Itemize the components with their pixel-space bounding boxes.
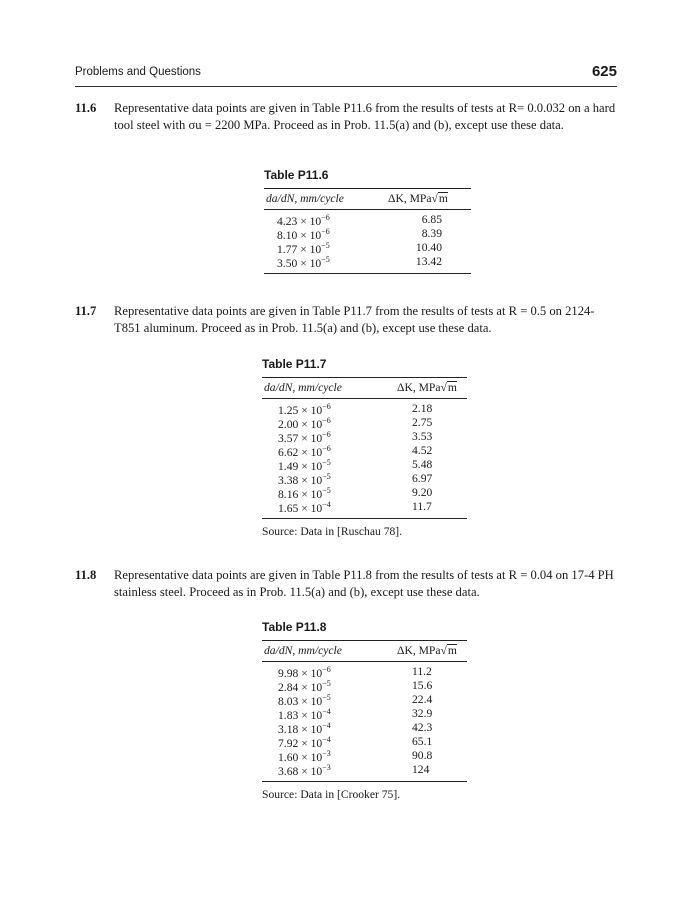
dadn-mantissa: 3.68 × 10 bbox=[278, 764, 323, 778]
column-header-dadn: da/dN, mm/cycle bbox=[264, 381, 342, 394]
table-row bbox=[262, 707, 467, 721]
problem-number: 11.8 bbox=[75, 568, 97, 582]
table-row bbox=[262, 472, 467, 486]
delta-k-cell: 11.2 bbox=[412, 665, 432, 678]
delta-k-cell: 65.1 bbox=[412, 735, 433, 748]
table-row bbox=[262, 486, 467, 500]
dadn-mantissa: 1.83 × 10 bbox=[278, 708, 323, 722]
dadn-mantissa: 6.62 × 10 bbox=[278, 445, 323, 459]
dadn-cell bbox=[278, 707, 331, 722]
table-row bbox=[262, 665, 467, 679]
dadn-exponent: −5 bbox=[322, 693, 331, 702]
delta-k-label: ΔK, MPa bbox=[397, 381, 441, 394]
dadn-cell bbox=[278, 665, 331, 680]
dadn-mantissa: 9.98 × 10 bbox=[278, 666, 323, 680]
table-row bbox=[262, 693, 467, 707]
running-head: Problems and Questions bbox=[75, 66, 201, 78]
dadn-cell bbox=[278, 444, 331, 459]
dadn-cell bbox=[278, 486, 331, 501]
table-source-note: Source: Data in [Ruschau 78]. bbox=[262, 525, 403, 538]
dadn-exponent: −5 bbox=[322, 486, 331, 495]
table-header-row bbox=[262, 378, 467, 399]
dadn-cell bbox=[278, 472, 331, 487]
dadn-exponent: −5 bbox=[322, 458, 331, 467]
dadn-cell bbox=[277, 255, 330, 270]
problem-11-8 bbox=[75, 567, 620, 601]
dadn-cell bbox=[278, 679, 331, 694]
dadn-mantissa: 8.10 × 10 bbox=[277, 228, 322, 242]
dadn-cell bbox=[278, 500, 331, 515]
table-row bbox=[262, 749, 467, 763]
dadn-mantissa: 3.18 × 10 bbox=[278, 722, 323, 736]
delta-k-cell: 32.9 bbox=[412, 707, 433, 720]
dadn-cell bbox=[278, 693, 331, 708]
table-row bbox=[262, 458, 467, 472]
dadn-cell bbox=[277, 241, 330, 256]
table-row bbox=[262, 416, 467, 430]
table-source-note: Source: Data in [Crooker 75]. bbox=[262, 788, 401, 801]
table-title: Table P11.8 bbox=[262, 620, 327, 634]
delta-k-cell: 9.20 bbox=[412, 486, 433, 499]
delta-k-cell: 124 bbox=[412, 763, 430, 776]
dadn-exponent: −4 bbox=[322, 500, 331, 509]
delta-k-cell: 10.40 bbox=[415, 241, 442, 254]
dadn-mantissa: 2.84 × 10 bbox=[278, 680, 323, 694]
dadn-mantissa: 1.49 × 10 bbox=[278, 459, 323, 473]
table-bottom-rule bbox=[262, 518, 467, 519]
dadn-mantissa: 8.03 × 10 bbox=[278, 694, 323, 708]
delta-k-cell: 15.6 bbox=[412, 679, 433, 692]
dadn-cell bbox=[278, 721, 331, 736]
table-row bbox=[264, 227, 471, 241]
sqrt-symbol: √ bbox=[440, 381, 447, 394]
table-header-row bbox=[262, 641, 467, 662]
table-row bbox=[264, 213, 471, 227]
dadn-mantissa: 2.00 × 10 bbox=[278, 417, 323, 431]
dadn-exponent: −6 bbox=[322, 402, 331, 411]
sqrt-symbol: √ bbox=[431, 192, 438, 205]
dadn-mantissa: 3.57 × 10 bbox=[278, 431, 323, 445]
column-header-delta-k bbox=[388, 192, 448, 205]
page-header bbox=[75, 64, 617, 87]
table-title: Table P11.6 bbox=[264, 168, 329, 182]
table-row bbox=[262, 500, 467, 514]
table-row bbox=[262, 430, 467, 444]
sqrt-radicand: m bbox=[447, 644, 457, 657]
dadn-cell bbox=[278, 763, 331, 778]
sqrt-symbol: √ bbox=[440, 644, 447, 657]
dadn-cell bbox=[278, 735, 331, 750]
dadn-mantissa: 1.77 × 10 bbox=[277, 242, 322, 256]
dadn-exponent: −4 bbox=[322, 707, 331, 716]
delta-k-cell: 11.7 bbox=[412, 500, 432, 513]
delta-k-cell: 42.3 bbox=[412, 721, 433, 734]
table-row bbox=[262, 679, 467, 693]
table-row bbox=[264, 241, 471, 255]
table-title: Table P11.7 bbox=[262, 357, 327, 371]
dadn-cell bbox=[278, 430, 331, 445]
column-header-dadn: da/dN, mm/cycle bbox=[264, 644, 342, 657]
dadn-mantissa: 3.50 × 10 bbox=[277, 256, 322, 270]
dadn-mantissa: 7.92 × 10 bbox=[278, 736, 323, 750]
problem-11-7 bbox=[75, 303, 620, 337]
dadn-exponent: −3 bbox=[322, 749, 331, 758]
dadn-exponent: −5 bbox=[322, 472, 331, 481]
dadn-exponent: −6 bbox=[322, 444, 331, 453]
problem-text: Representative data points are given in Table P11.7 from the results of tests at R = 0.5 on 2124-T851 aluminum. Proceed as in Prob. 11.5(a) and (b), except use these data. bbox=[114, 304, 595, 335]
dadn-exponent: −4 bbox=[322, 735, 331, 744]
table-row bbox=[262, 763, 467, 777]
table-header-row bbox=[264, 189, 471, 210]
sqrt-radicand: m bbox=[438, 192, 448, 205]
dadn-cell bbox=[278, 749, 331, 764]
problem-number: 11.7 bbox=[75, 304, 97, 318]
delta-k-label: ΔK, MPa bbox=[388, 192, 432, 205]
column-header-delta-k bbox=[397, 381, 457, 394]
sqrt-radicand: m bbox=[447, 381, 457, 394]
delta-k-cell: 22.4 bbox=[412, 693, 433, 706]
delta-k-cell: 2.75 bbox=[412, 416, 433, 429]
delta-k-cell: 8.39 bbox=[421, 227, 442, 240]
dadn-mantissa: 1.65 × 10 bbox=[278, 501, 323, 515]
dadn-exponent: −6 bbox=[322, 665, 331, 674]
table-bottom-rule bbox=[264, 273, 471, 274]
delta-k-cell: 6.85 bbox=[421, 213, 442, 226]
delta-k-cell: 13.42 bbox=[415, 255, 442, 268]
table-row bbox=[262, 402, 467, 416]
dadn-exponent: −6 bbox=[322, 416, 331, 425]
dadn-cell bbox=[278, 416, 331, 431]
dadn-exponent: −5 bbox=[321, 255, 330, 264]
delta-k-cell: 2.18 bbox=[412, 402, 433, 415]
dadn-exponent: −5 bbox=[322, 679, 331, 688]
dadn-mantissa: 1.25 × 10 bbox=[278, 403, 323, 417]
table-body bbox=[262, 662, 467, 781]
dadn-mantissa: 4.23 × 10 bbox=[277, 214, 322, 228]
dadn-exponent: −6 bbox=[322, 430, 331, 439]
table-p11-7 bbox=[262, 357, 467, 538]
delta-k-cell: 4.52 bbox=[412, 444, 433, 457]
table-row bbox=[262, 735, 467, 749]
problem-text: Representative data points are given in Table P11.8 from the results of tests at R = 0.04 on 17-4 PH stainless steel. Proceed as in Prob. 11.5(a) and (b), except use these data. bbox=[114, 568, 614, 599]
delta-k-label: ΔK, MPa bbox=[397, 644, 441, 657]
delta-k-cell: 5.48 bbox=[412, 458, 433, 471]
table-p11-8 bbox=[262, 620, 467, 801]
dadn-cell bbox=[277, 227, 330, 242]
dadn-exponent: −4 bbox=[322, 721, 331, 730]
dadn-cell bbox=[278, 402, 331, 417]
table-row bbox=[262, 721, 467, 735]
dadn-mantissa: 8.16 × 10 bbox=[278, 487, 323, 501]
table-bottom-rule bbox=[262, 781, 467, 782]
delta-k-cell: 90.8 bbox=[412, 749, 433, 762]
column-header-dadn: da/dN, mm/cycle bbox=[266, 192, 344, 205]
dadn-cell bbox=[278, 458, 331, 473]
dadn-mantissa: 3.38 × 10 bbox=[278, 473, 323, 487]
dadn-exponent: −6 bbox=[321, 227, 330, 236]
table-body bbox=[264, 210, 471, 273]
delta-k-cell: 6.97 bbox=[412, 472, 433, 485]
column-header-delta-k bbox=[397, 644, 457, 657]
problem-text: Representative data points are given in Table P11.6 from the results of tests at R= 0.0.032 on a hard tool steel with σu = 2200 MPa. Proceed as in Prob. 11.5(a) and (b), except use these data. bbox=[114, 101, 616, 132]
problem-number: 11.6 bbox=[75, 101, 97, 115]
dadn-cell bbox=[277, 213, 330, 228]
dadn-exponent: −5 bbox=[321, 241, 330, 250]
problem-11-6 bbox=[75, 100, 620, 134]
table-row bbox=[264, 255, 471, 269]
dadn-exponent: −6 bbox=[321, 213, 330, 222]
dadn-exponent: −3 bbox=[322, 763, 331, 772]
table-row bbox=[262, 444, 467, 458]
table-body bbox=[262, 399, 467, 518]
table-p11-6 bbox=[264, 168, 471, 274]
page-number: 625 bbox=[591, 63, 617, 80]
delta-k-cell: 3.53 bbox=[412, 430, 433, 443]
dadn-mantissa: 1.60 × 10 bbox=[278, 750, 323, 764]
